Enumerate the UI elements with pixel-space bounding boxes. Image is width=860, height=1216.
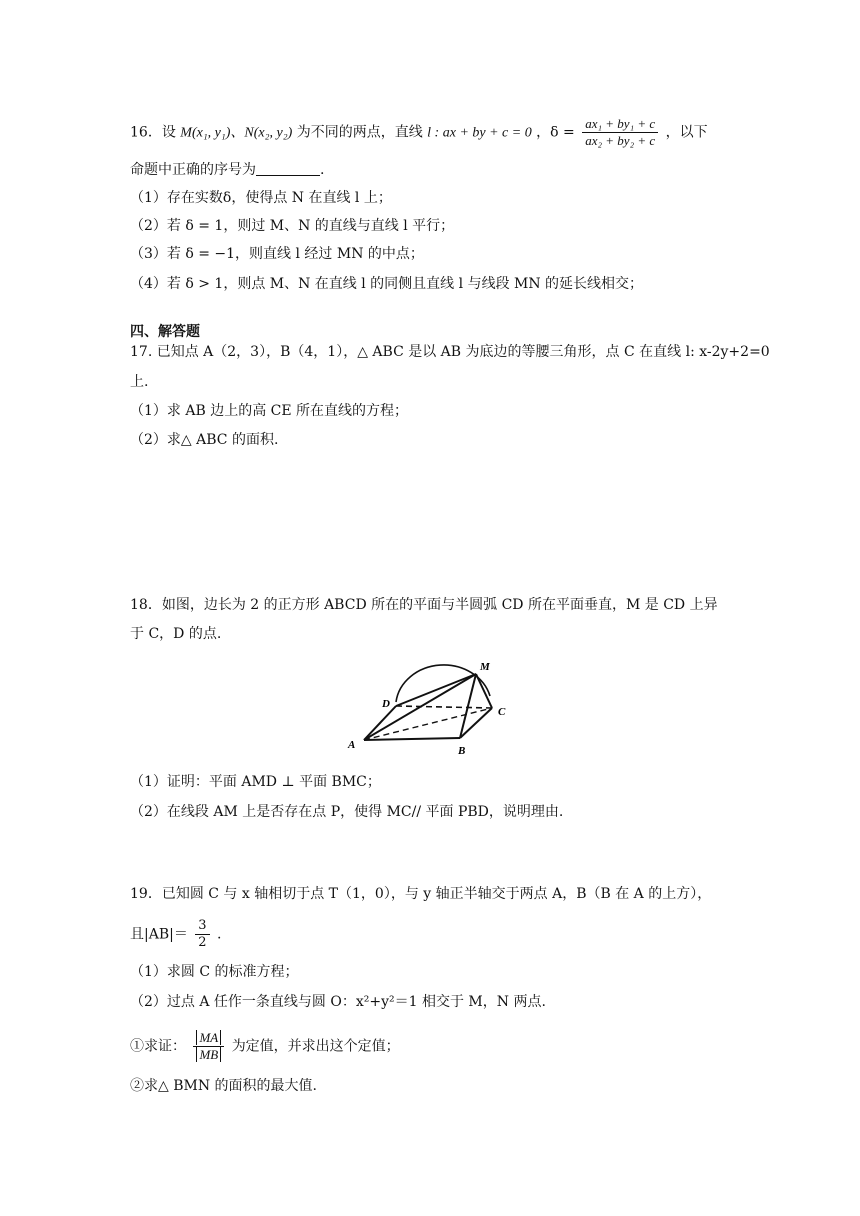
label-D: D xyxy=(382,698,390,710)
label-B: B xyxy=(458,745,466,757)
label-A: A xyxy=(348,739,356,751)
q19-line2-post: . xyxy=(217,926,222,943)
q19-sub1-pre: ①求证： xyxy=(130,1038,186,1055)
q19-ratio-denominator: MB xyxy=(196,1047,221,1062)
section-title: 四、解答题 xyxy=(130,324,200,340)
q19-sub-1 xyxy=(130,1030,400,1063)
q16-delta-numerator: ax₁ + by₁ + c xyxy=(582,116,658,133)
edge-AB xyxy=(364,738,460,740)
q18-line2: 于 C，D 的点. xyxy=(130,626,222,642)
q17-line2: 上. xyxy=(130,374,149,390)
q18-figure xyxy=(340,650,530,760)
q19-frac-numerator: 3 xyxy=(195,918,209,935)
q17-item-1: （1）求 AB 边上的高 CE 所在直线的方程； xyxy=(130,403,409,419)
q18-item-1: （1）证明：平面 AMD ⊥ 平面 BMC； xyxy=(130,774,381,790)
q17-item-2: （2）求△ ABC 的面积. xyxy=(130,432,279,448)
q16-line-equation: l : ax + by + c = 0 xyxy=(427,125,532,141)
q16-item-2: （2）若 δ = 1，则过 M、N 的直线与直线 l 平行； xyxy=(130,218,455,234)
q16-number: 16．设 xyxy=(130,124,176,141)
q19-line2-pre: 且|AB|＝ xyxy=(130,926,188,943)
q19-ratio-numerator: MA xyxy=(196,1030,221,1045)
q16-line2-end: . xyxy=(320,162,325,178)
q18-item-2: （2）在线段 AM 上是否存在点 P，使得 MC// 平面 PBD，说明理由. xyxy=(130,804,564,820)
q16-line2 xyxy=(130,160,324,180)
q16-item-1: （1）存在实数δ，使得点 N 在直线 l 上； xyxy=(130,190,392,206)
q19-sub1-post: 为定值，并求出这个定值； xyxy=(231,1038,400,1055)
q16-intro: 为不同的两点，直线 xyxy=(296,124,423,141)
q16-delta-lhs: ，δ = xyxy=(536,124,575,141)
q19-ab-fraction xyxy=(195,918,209,951)
q16-item-4: （4）若 δ > 1，则点 M、N 在直线 l 的同侧且直线 l 与线段 MN 的延长线相交； xyxy=(130,276,644,292)
label-C: C xyxy=(498,706,506,718)
semicircle-arc xyxy=(396,665,490,702)
q16-tail: ，以下 xyxy=(665,124,708,141)
q19-sub-2: ②求△ BMN 的面积的最大值. xyxy=(130,1078,317,1094)
q19-item-1: （1）求圆 C 的标准方程； xyxy=(130,964,299,980)
q17-line1: 17. 已知点 A（2，3），B（4，1），△ ABC 是以 AB 为底边的等腰三角形，点 C 在直线 l: x-2y+2=0 xyxy=(130,344,770,360)
q19-ratio-fraction xyxy=(193,1030,224,1063)
q19-line2 xyxy=(130,918,221,951)
q16-answer-blank xyxy=(256,161,320,176)
q19-item-2: （2）过点 A 任作一条直线与圆 O：x²+y²＝1 相交于 M，N 两点. xyxy=(130,994,546,1010)
q16-line1 xyxy=(130,116,708,149)
edge-DC-hidden xyxy=(396,706,492,708)
q16-delta-denominator: ax₂ + by₂ + c xyxy=(585,133,656,148)
q19-line1: 19．已知圆 C 与 x 轴相切于点 T（1，0），与 y 轴正半轴交于两点 A，B（B 在 A 的上方）， xyxy=(130,886,712,902)
q16-line2-text: 命题中正确的序号为 xyxy=(130,162,256,178)
edge-CM xyxy=(476,674,492,708)
q18-line1: 18．如图，边长为 2 的正方形 ABCD 所在的平面与半圆弧 CD 所在平面垂直，M 是 CD 上异 xyxy=(130,597,718,613)
q19-frac-denominator: 2 xyxy=(198,935,207,950)
q16-points: M(x₁, y₁)、N(x₂, y₂) xyxy=(180,125,293,141)
q16-delta-fraction xyxy=(582,116,658,149)
label-M: M xyxy=(480,661,490,673)
edge-BM xyxy=(460,674,476,738)
edge-AC-hidden xyxy=(364,708,492,740)
q16-item-3: （3）若 δ = −1，则直线 l 经过 MN 的中点； xyxy=(130,246,424,262)
